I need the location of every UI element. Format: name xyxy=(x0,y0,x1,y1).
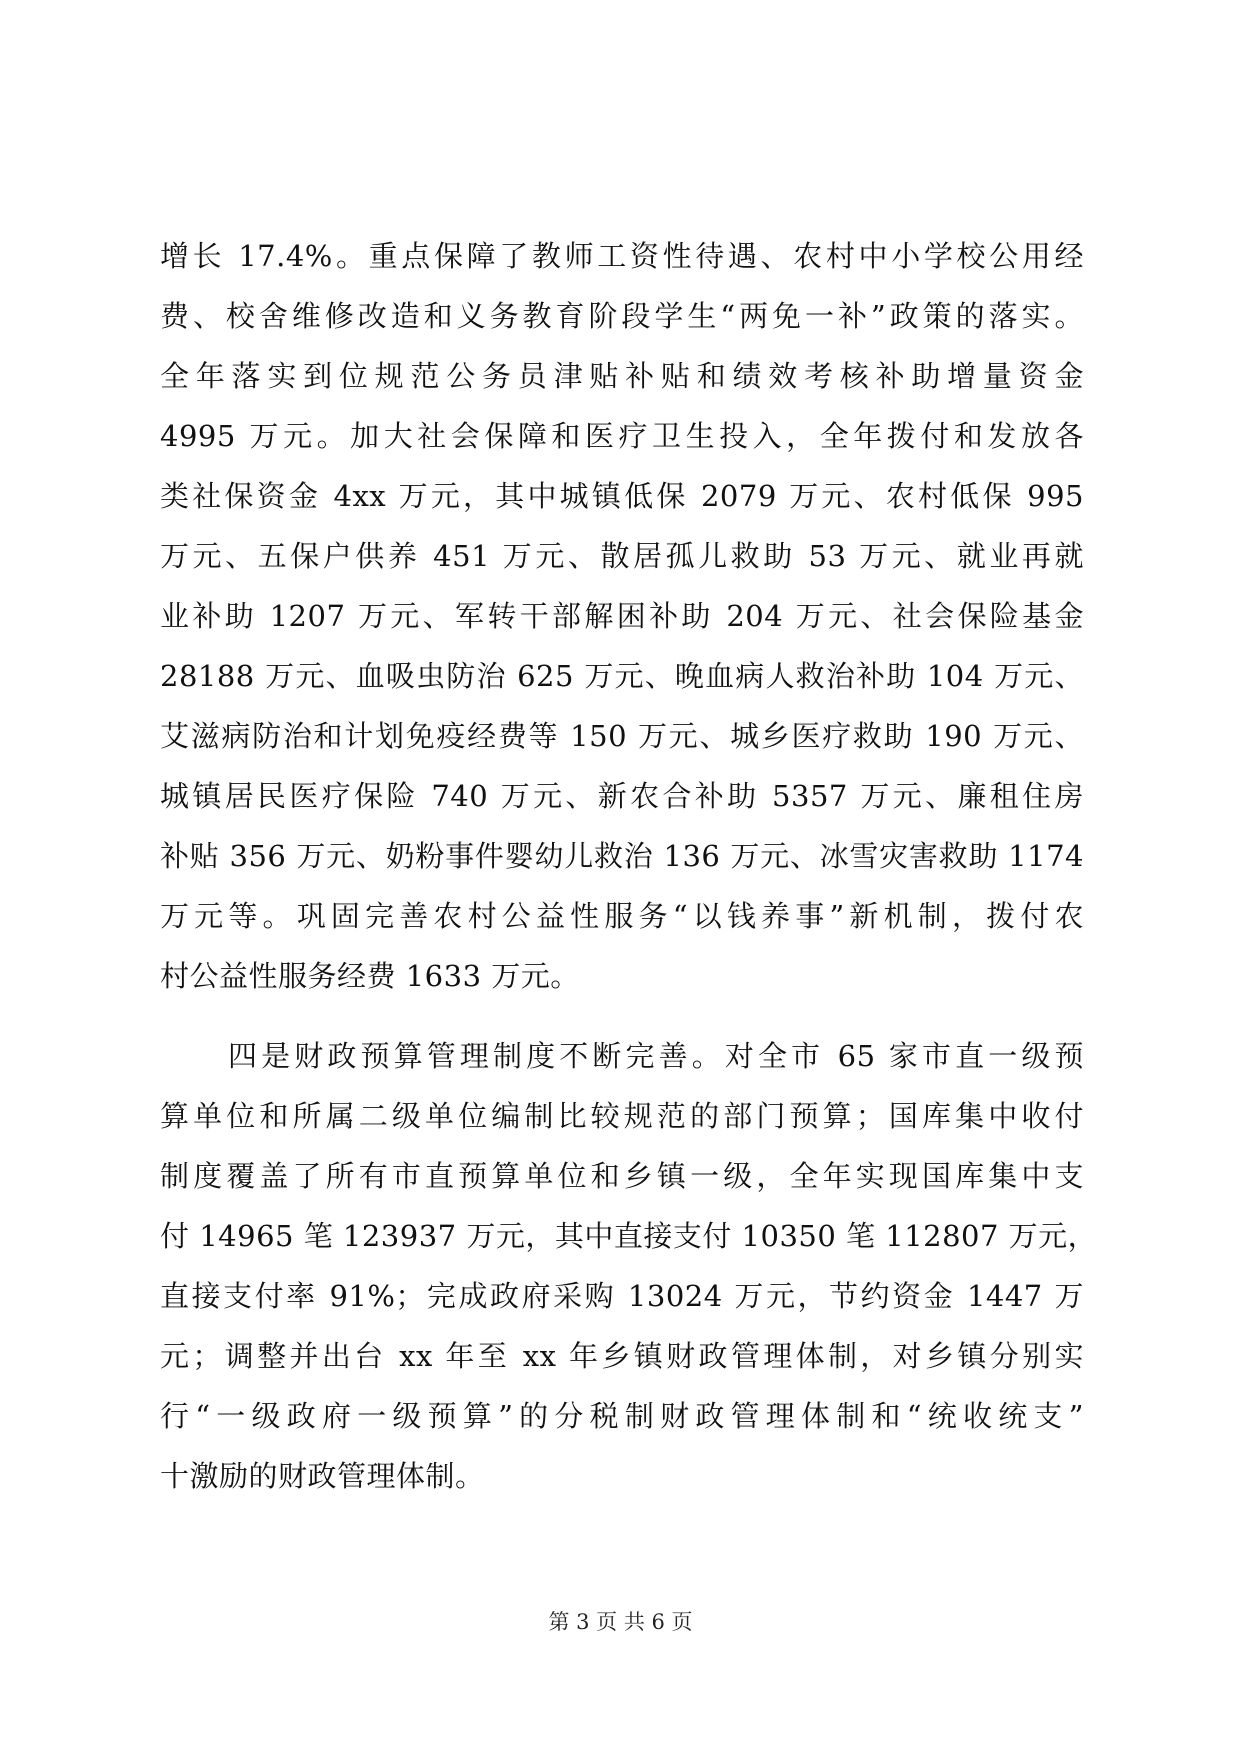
paragraph-line: 十激励的财政管理体制。 xyxy=(160,1459,485,1493)
paragraph-line: 行“一级政府一级预算”的分税制财政管理体制和“统收统支” xyxy=(160,1399,1084,1433)
paragraph-line: 补贴 356 万元、奶粉事件婴幼儿救治 136 万元、冰雪灾害救助 1174 xyxy=(160,839,1084,873)
paragraph-line: 类社保资金 4xx 万元，其中城镇低保 2079 万元、农村低保 995 xyxy=(160,479,1084,513)
paragraph-line: 业补助 1207 万元、军转干部解困补助 204 万元、社会保险基金 xyxy=(160,599,1084,633)
paragraph-line: 制度覆盖了所有市直预算单位和乡镇一级，全年实现国库集中支 xyxy=(160,1159,1084,1193)
paragraph-line: 4995 万元。加大社会保障和医疗卫生投入，全年拨付和发放各 xyxy=(160,419,1084,453)
paragraph-line: 城镇居民医疗保险 740 万元、新农合补助 5357 万元、廉租住房 xyxy=(160,779,1084,813)
paragraph-line: 村公益性服务经费 1633 万元。 xyxy=(160,959,580,993)
paragraph-line: 算单位和所属二级单位编制比较规范的部门预算；国库集中收付 xyxy=(160,1099,1084,1133)
paragraph-line: 直接支付率 91%；完成政府采购 13024 万元，节约资金 1447 万 xyxy=(160,1279,1084,1313)
paragraph-line: 费、校舍维修改造和义务教育阶段学生“两免一补”政策的落实。 xyxy=(160,299,1084,333)
paragraph-line: 全年落实到位规范公务员津贴补贴和绩效考核补助增量资金 xyxy=(160,359,1084,393)
paragraph-line: 艾滋病防治和计划免疫经费等 150 万元、城乡医疗救助 190 万元、 xyxy=(160,719,1084,753)
page-number-footer: 第 3 页 共 6 页 xyxy=(548,1610,693,1634)
paragraph-line: 28188 万元、血吸虫防治 625 万元、晚血病人救治补助 104 万元、 xyxy=(160,659,1084,693)
paragraph-line: 万元等。巩固完善农村公益性服务“以钱养事”新机制，拨付农 xyxy=(160,899,1084,933)
paragraph-line: 四是财政预算管理制度不断完善。对全市 65 家市直一级预 xyxy=(228,1039,1084,1073)
paragraph-line: 元；调整并出台 xx 年至 xx 年乡镇财政管理体制，对乡镇分别实 xyxy=(160,1339,1084,1373)
paragraph-line: 增长 17.4%。重点保障了教师工资性待遇、农村中小学校公用经 xyxy=(160,239,1084,273)
paragraph-line: 万元、五保户供养 451 万元、散居孤儿救助 53 万元、就业再就 xyxy=(160,539,1084,573)
paragraph-line: 付 14965 笔 123937 万元，其中直接支付 10350 笔 112807 万元， xyxy=(160,1219,1098,1253)
